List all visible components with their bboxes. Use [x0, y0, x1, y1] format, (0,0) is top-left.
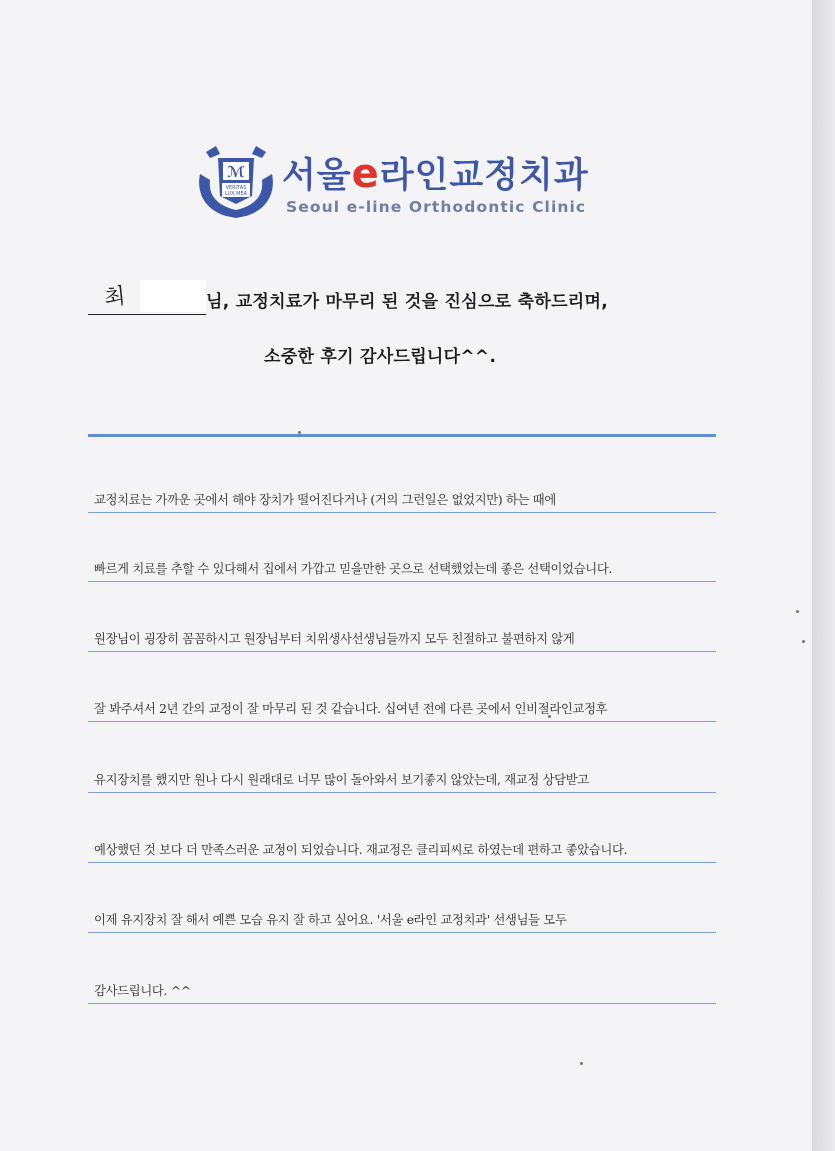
- speck: [580, 1062, 583, 1065]
- logo-korean-name: [282, 148, 589, 198]
- logo-kr-post: 라인교정치과: [379, 156, 589, 196]
- review-text: 원장님이 굉장히 꼼꼼하시고 원장님부터 치위생사선생님들까지 모두 친절하고 불편하지 않게: [94, 632, 575, 646]
- review-line: [88, 882, 716, 933]
- header-divider: [88, 434, 716, 437]
- review-text: 잘 봐주셔서 2년 간의 교정이 잘 마무리 된 것 같습니다. 십여년 전에 다른 곳에서 인비절라인교정후: [94, 702, 608, 716]
- speck: [802, 640, 805, 643]
- review-line: [88, 812, 716, 863]
- emblem-text-1: VERITAS: [225, 185, 247, 191]
- review-line: [88, 671, 716, 722]
- speck: [796, 610, 799, 613]
- page-edge: [812, 0, 835, 1151]
- review-text: 유지장치를 했지만 원나 다시 원래대로 너무 많이 돌아와서 보기좋지 않았는데, 재교정 상담받고: [94, 773, 589, 787]
- greeting-line-2: 소중한 후기 감사드립니다^^.: [264, 347, 497, 367]
- greeting-line-1: 님, 교정치료가 마무리 된 것을 진심으로 축하드리며,: [206, 292, 608, 312]
- speck: [298, 431, 301, 434]
- redacted-name: [140, 280, 206, 312]
- review-text: 빠르게 치료를 추할 수 있다해서 집에서 가깝고 믿을만한 곳으로 선택했었는데 좋은 선택이었습니다.: [94, 562, 613, 576]
- clinic-logo: [196, 140, 616, 230]
- handwritten-name: 최: [102, 283, 127, 312]
- review-text: 감사드립니다. ^^: [94, 984, 191, 998]
- name-field: [88, 278, 206, 315]
- review-text: 교정치료는 가까운 곳에서 해야 장치가 떨어진다거나 (거의 그런일은 없었지만) 하는 때에: [94, 493, 556, 507]
- review-line: [88, 462, 716, 513]
- review-line: [88, 601, 716, 652]
- logo-kr-pre: 서울: [282, 156, 352, 196]
- logo-kr-e: e: [351, 151, 380, 197]
- review-line: [88, 742, 716, 793]
- review-text: 예상했던 것 보다 더 만족스러운 교정이 되었습니다. 재교정은 클리피씨로 하였는데 편하고 좋았습니다.: [94, 843, 628, 857]
- review-line: [88, 953, 716, 1004]
- review-line: [88, 531, 716, 582]
- svg-text:ℳ: ℳ: [227, 163, 245, 181]
- emblem-icon: [196, 144, 276, 220]
- emblem-text-2: LUX MEA: [224, 191, 248, 197]
- review-text: 이제 유지장치 잘 해서 예쁜 모습 유지 잘 하고 싶어요. '서울 e라인 교정치과' 선생님들 모두: [94, 913, 567, 927]
- logo-english-name: Seoul e-line Orthodontic Clinic: [286, 198, 587, 216]
